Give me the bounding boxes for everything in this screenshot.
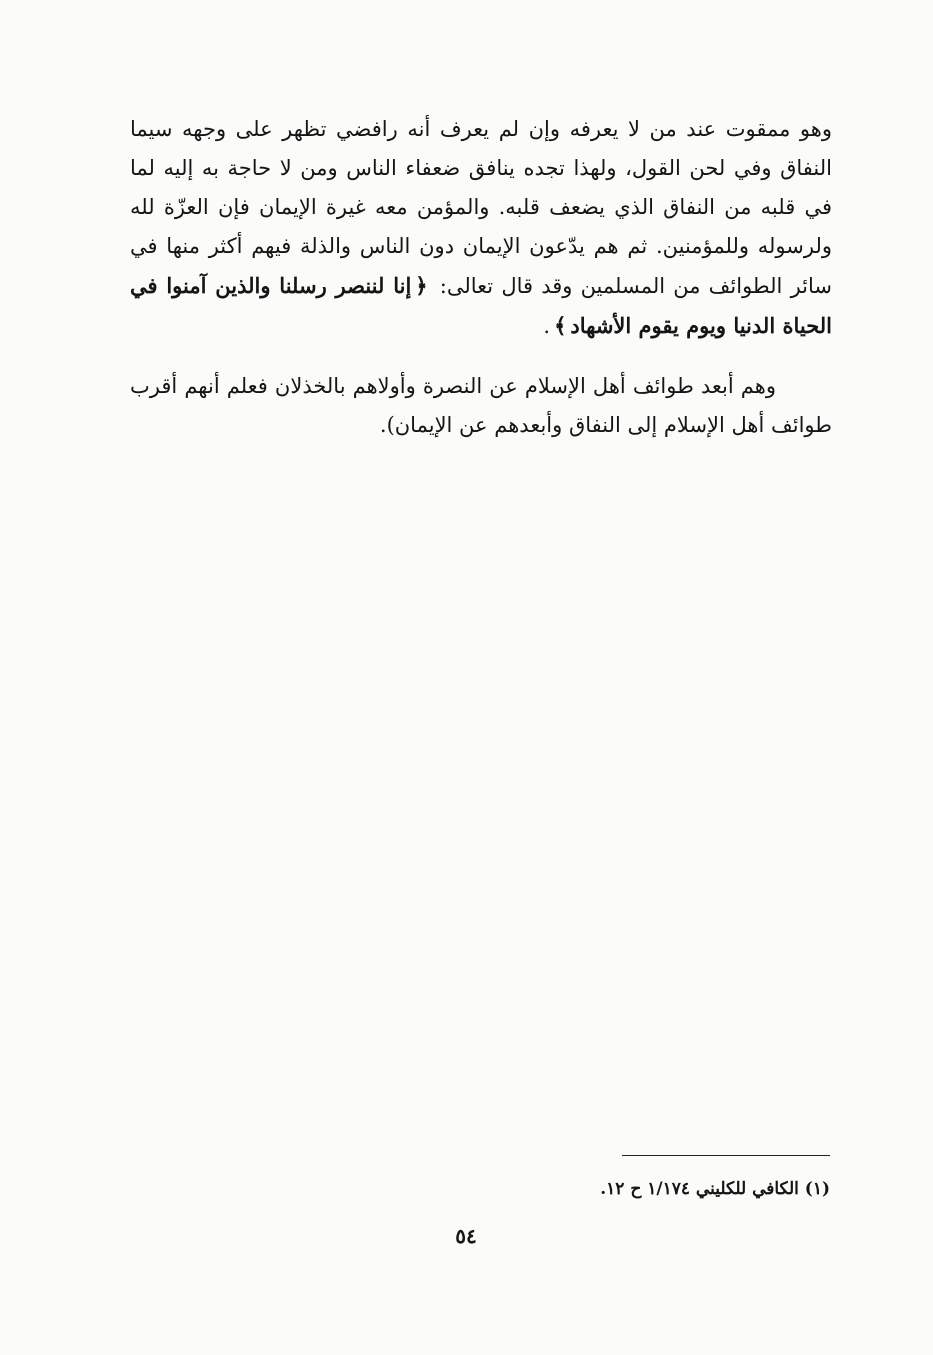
footnote-divider	[622, 1155, 830, 1156]
page-number: ٥٤	[455, 1224, 477, 1248]
paragraph-2	[130, 367, 832, 445]
quote-open-bracket: ﴿	[415, 273, 428, 298]
quran-verse: إنا لننصر رسلنا والذين آمنوا في الحياة الدنيا ويوم يقوم الأشهاد	[130, 273, 832, 338]
paragraph-1	[130, 110, 832, 346]
paragraph-2-text: وهم أبعد طوائف أهل الإسلام عن النصرة وأولاهم بالخذلان فعلم أنهم أقرب طوائف أهل الإسلام إلى النفاق وأبعدهم عن الإيمان).	[130, 374, 832, 437]
paragraph-1-end: .	[543, 314, 551, 338]
quote-close-bracket: ﴾	[554, 313, 567, 338]
paragraph-1-text: وهو ممقوت عند من لا يعرفه وإن لم يعرف أنه رافضي تظهر على وجهه سيما النفاق وفي لحن القول، ولهذا تجده ينافق ضعفاء الناس ومن لا حاجة به إليه لما في قلبه من النفاق الذي يضعف قلبه. والمؤمن معه غيرة الإيمان فإن العزّة لله ولرسوله وللمؤمنين. ثم هم يدّعون الإيمان دون الناس والذلة فيهم أكثر منها في سائر الطوائف من المسلمين وقد قال تعالى:	[130, 117, 832, 298]
footnote: (١) الكافي للكليني ١/١٧٤ ح ١٢.	[600, 1179, 830, 1199]
paragraph-1-content	[130, 110, 832, 346]
